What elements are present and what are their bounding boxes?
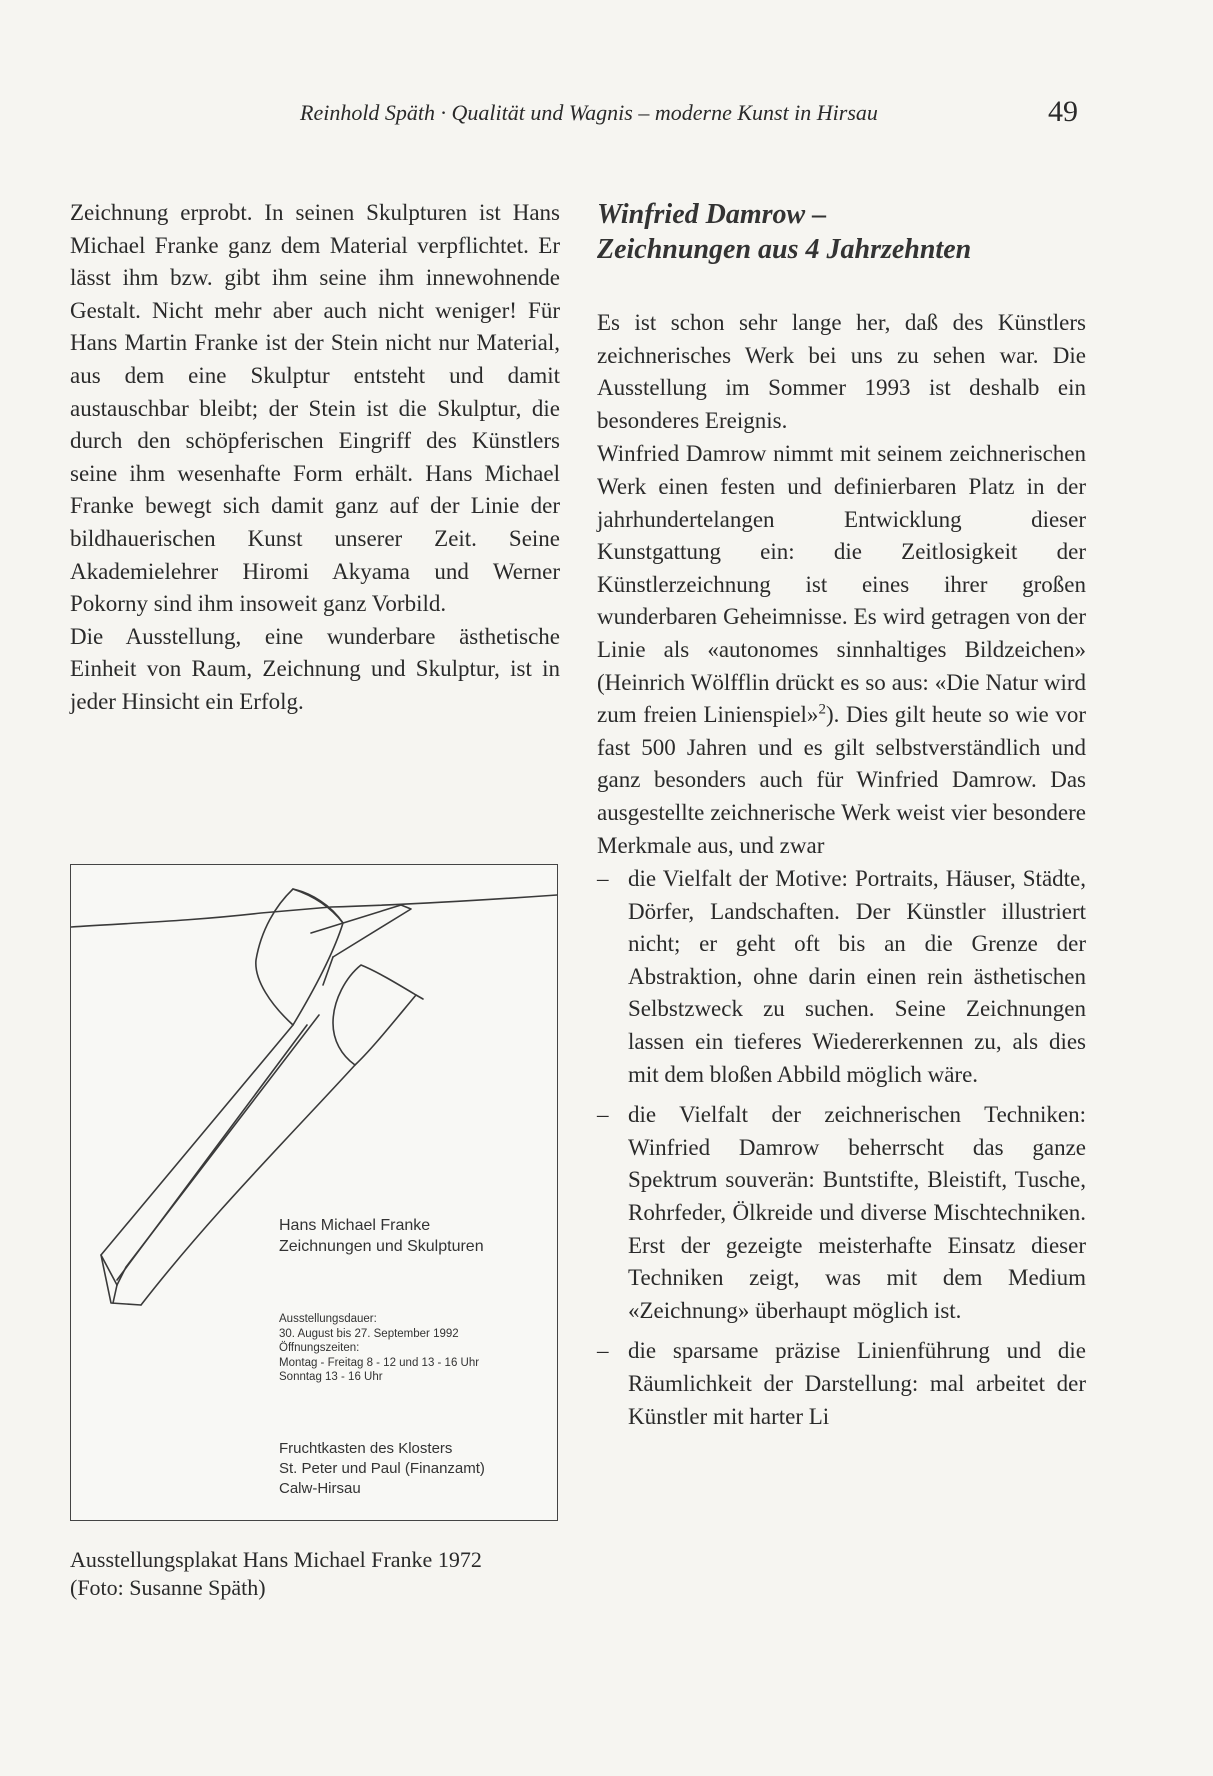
feature-item: – die Vielfalt der zeichnerischen Techniken: Winfried Damrow beherrscht das ganze Spektrum souverän: Buntstifte, Bleistift, Tusche, Rohrfeder, Ölkreide und diverse Mischtechniken. Erst der gezeigte meisterhafte Einsatz dieser Techniken zeigt, was mit dem Medium «Zeichnung» überhaupt möglich ist. — [597, 1099, 1086, 1327]
poster-dates-line: Ausstellungsdauer: — [279, 1313, 377, 1325]
feature-list — [597, 863, 1086, 1433]
left-column — [70, 197, 560, 719]
poster-dates-line: Öffnungszeiten: — [279, 1342, 360, 1354]
poster-dates-line: 30. August bis 27. September 1992 — [279, 1327, 459, 1340]
poster-sculpture-drawing — [71, 865, 559, 1522]
paragraph-text: ). Dies gilt heute so wie vor fast 500 Jahren und es gilt selbstverständlich und ganz besonders auch für Winfried Damrow. Das ausgestellte zeichnerische Werk weist vier besondere Merkmale aus, und zwar — [597, 702, 1086, 858]
left-paragraph-1: Zeichnung erprobt. In seinen Skulpturen ist Hans Michael Franke ganz dem Material verpflichtet. Er lässt ihm bzw. gibt ihm seine ihm innewohnende Gestalt. Nicht mehr aber auch nicht weniger! Für Hans Martin Franke ist der Stein nicht nur Material, aus dem eine Skulptur entsteht und damit austauschbar bleibt; der Stein ist die Skulptur, die durch den schöpferischen Eingriff des Künstlers seine ihm wesenhafte Form erhält. Hans Michael Franke bewegt sich damit ganz auf der Linie der bildhauerischen Kunst unserer Zeit. Seine Akademielehrer Hiromi Akyama und Werner Pokorny sind ihm insoweit ganz Vorbild. — [70, 200, 560, 617]
poster-title-line: Hans Michael Franke — [279, 1217, 431, 1234]
running-head: Reinhold Späth · Qualität und Wagnis – moderne Kunst in Hirsau — [300, 100, 878, 125]
footnote-marker: 2 — [818, 701, 826, 718]
figure-caption — [70, 1546, 570, 1602]
feature-item: – die sparsame präzise Linienführung und die Räumlichkeit der Darstellung: mal arbeitet der Künstler mit harter Li — [597, 1335, 1086, 1433]
poster-dates — [279, 1312, 479, 1385]
right-column — [597, 197, 1086, 1441]
poster-title — [279, 1215, 484, 1257]
right-paragraph-1: Es ist schon sehr lange her, daß des Künstlers zeichnerisches Werk bei uns zu sehen war. Die Ausstellung im Sommer 1993 ist deshalb ein besonderes Ereignis. — [597, 310, 1086, 433]
caption-line: Ausstellungsplakat Hans Michael Franke 1972 — [70, 1547, 482, 1572]
poster-subtitle-line: Zeichnungen und Skulpturen — [279, 1238, 484, 1255]
poster-venue-line: Fruchtkasten des Klosters — [279, 1440, 453, 1457]
section-title-line: Winfried Damrow – — [597, 199, 827, 230]
poster-venue-line: Calw-Hirsau — [279, 1480, 361, 1497]
feature-item: – die Vielfalt der Motive: Portraits, Häuser, Städte, Dörfer, Landschaften. Der Künstler illustriert nicht; er geht oft bis an die Grenze der Abstraktion, ohne darin einen rein ästhetischen Selbstzweck zu suchen. Seine Zeichnungen lassen ein tieferes Wiedererkennen zu, als dies mit dem bloßen Abbild möglich wäre. — [597, 863, 1086, 1091]
exhibition-poster — [70, 864, 558, 1521]
caption-credit: (Foto: Susanne Späth) — [70, 1575, 266, 1600]
page-number: 49 — [1048, 95, 1078, 128]
poster-dates-line: Montag - Freitag 8 - 12 und 13 - 16 Uhr — [279, 1356, 480, 1369]
right-paragraph-2 — [597, 438, 1086, 862]
poster-dates-line: Sonntag 13 - 16 Uhr — [279, 1371, 383, 1383]
poster-venue-line: St. Peter und Paul (Finanzamt) — [279, 1460, 485, 1477]
section-title-line: Zeichnungen aus 4 Jahrzehnten — [597, 234, 972, 265]
paragraph-text: Winfried Damrow nimmt mit seinem zeichnerischen Werk einen festen und definierbaren Platz in der jahrhundertelangen Entwicklung dieser Kunstgattung ein: die Zeitlosigkeit der Künstlerzeichnung ist eines ihrer großen wunderbaren Geheimnisse. Es wird getragen von der Linie als «autonomes sinnhaltiges Bildzeichen» (Heinrich Wölfflin drückt es so aus: «Die Natur wird zum freien Linienspiel» — [597, 441, 1086, 728]
section-title — [597, 197, 1086, 267]
poster-venue — [279, 1439, 485, 1499]
left-paragraph-2: Die Ausstellung, eine wunderbare ästhetische Einheit von Raum, Zeichnung und Skulptur, ist in jeder Hinsicht ein Erfolg. — [70, 623, 560, 714]
